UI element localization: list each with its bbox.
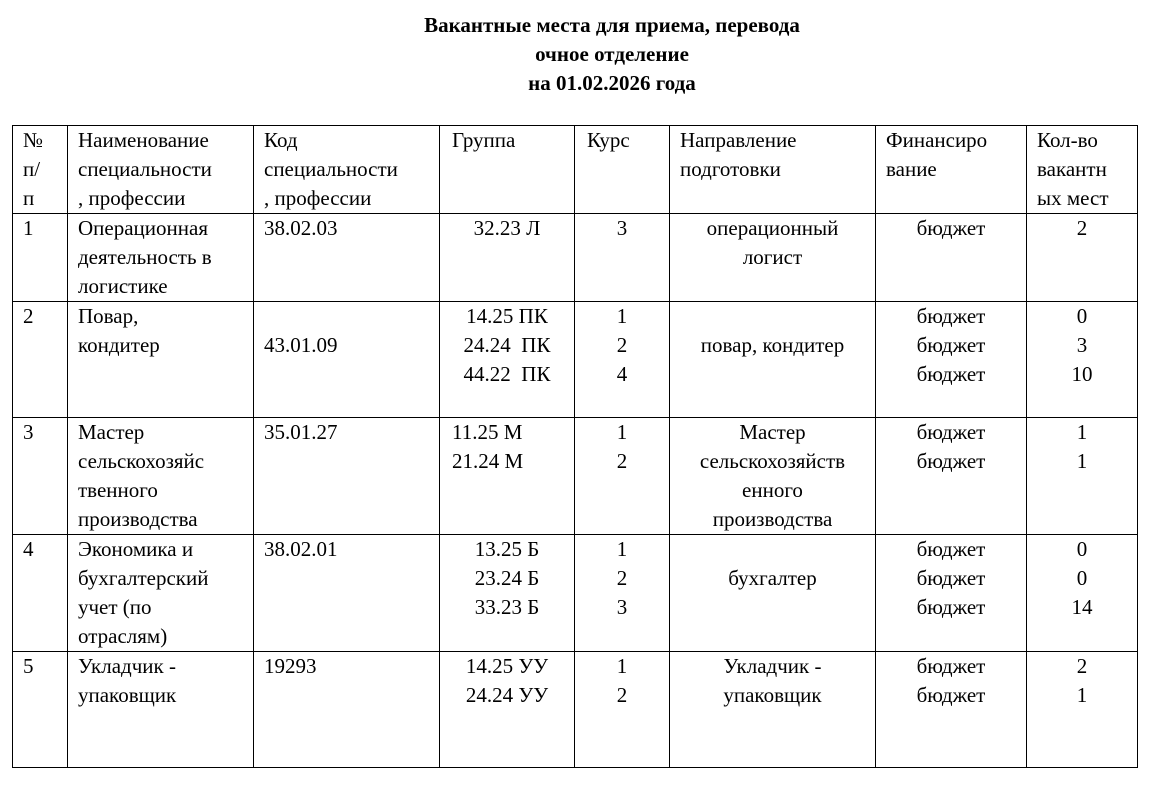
table-header-row <box>13 126 1138 214</box>
row-finance: бюджет бюджет бюджет <box>876 302 1027 418</box>
table-row <box>13 214 1138 302</box>
row-vacancies: 0 0 14 <box>1027 535 1138 652</box>
row-code: 35.01.27 <box>254 418 440 535</box>
row-code: 38.02.03 <box>254 214 440 302</box>
row-groups: 11.25 М 21.24 М <box>440 418 575 535</box>
row-direction: Мастер сельскохозяйств енного производства <box>670 418 876 535</box>
row-finance: бюджет бюджет <box>876 418 1027 535</box>
row-finance: бюджет <box>876 214 1027 302</box>
row-name: Укладчик - упаковщик <box>68 652 254 768</box>
row-direction: повар, кондитер <box>670 302 876 418</box>
row-groups: 14.25 ПК 24.24 ПК 44.22 ПК <box>440 302 575 418</box>
row-direction: бухгалтер <box>670 535 876 652</box>
row-num: 2 <box>13 302 68 418</box>
row-direction: операционный логист <box>670 214 876 302</box>
row-vacancies: 2 <box>1027 214 1138 302</box>
row-finance: бюджет бюджет <box>876 652 1027 768</box>
table-row <box>13 302 1138 418</box>
row-num: 1 <box>13 214 68 302</box>
row-courses: 1 2 <box>575 652 670 768</box>
title-line-2: очное отделение <box>535 42 689 66</box>
row-finance: бюджет бюджет бюджет <box>876 535 1027 652</box>
header-group: Группа <box>440 126 575 214</box>
row-code: 43.01.09 <box>254 302 440 418</box>
header-course: Курс <box>575 126 670 214</box>
row-name: Операционная деятельность в логистике <box>68 214 254 302</box>
header-name: Наименование специальности , профессии <box>68 126 254 214</box>
row-courses: 1 2 <box>575 418 670 535</box>
row-name: Экономика и бухгалтерский учет (по отраслям) <box>68 535 254 652</box>
row-groups: 13.25 Б 23.24 Б 33.23 Б <box>440 535 575 652</box>
title-line-1: Вакантные места для приема, перевода <box>424 13 800 37</box>
row-num: 5 <box>13 652 68 768</box>
row-direction: Укладчик - упаковщик <box>670 652 876 768</box>
title-line-3: на 01.02.2026 года <box>528 71 696 95</box>
row-code: 19293 <box>254 652 440 768</box>
table-row <box>13 418 1138 535</box>
vacancies-table <box>12 125 1138 768</box>
header-vacancies: Кол-во вакантн ых мест <box>1027 126 1138 214</box>
row-num: 3 <box>13 418 68 535</box>
row-num: 4 <box>13 535 68 652</box>
header-num: № п/ п <box>13 126 68 214</box>
table-row <box>13 652 1138 768</box>
row-groups: 14.25 УУ 24.24 УУ <box>440 652 575 768</box>
header-finance: Финансиро вание <box>876 126 1027 214</box>
table-row <box>13 535 1138 652</box>
row-vacancies: 1 1 <box>1027 418 1138 535</box>
row-code: 38.02.01 <box>254 535 440 652</box>
header-code: Код специальности , профессии <box>254 126 440 214</box>
row-courses: 1 2 3 <box>575 535 670 652</box>
row-name: Повар, кондитер <box>68 302 254 418</box>
row-name: Мастер сельскохозяйс твенного производства <box>68 418 254 535</box>
row-groups: 32.23 Л <box>440 214 575 302</box>
header-direction: Направление подготовки <box>670 126 876 214</box>
row-vacancies: 0 3 10 <box>1027 302 1138 418</box>
row-vacancies: 2 1 <box>1027 652 1138 768</box>
row-courses: 3 <box>575 214 670 302</box>
document-title <box>0 11 1150 98</box>
row-courses: 1 2 4 <box>575 302 670 418</box>
